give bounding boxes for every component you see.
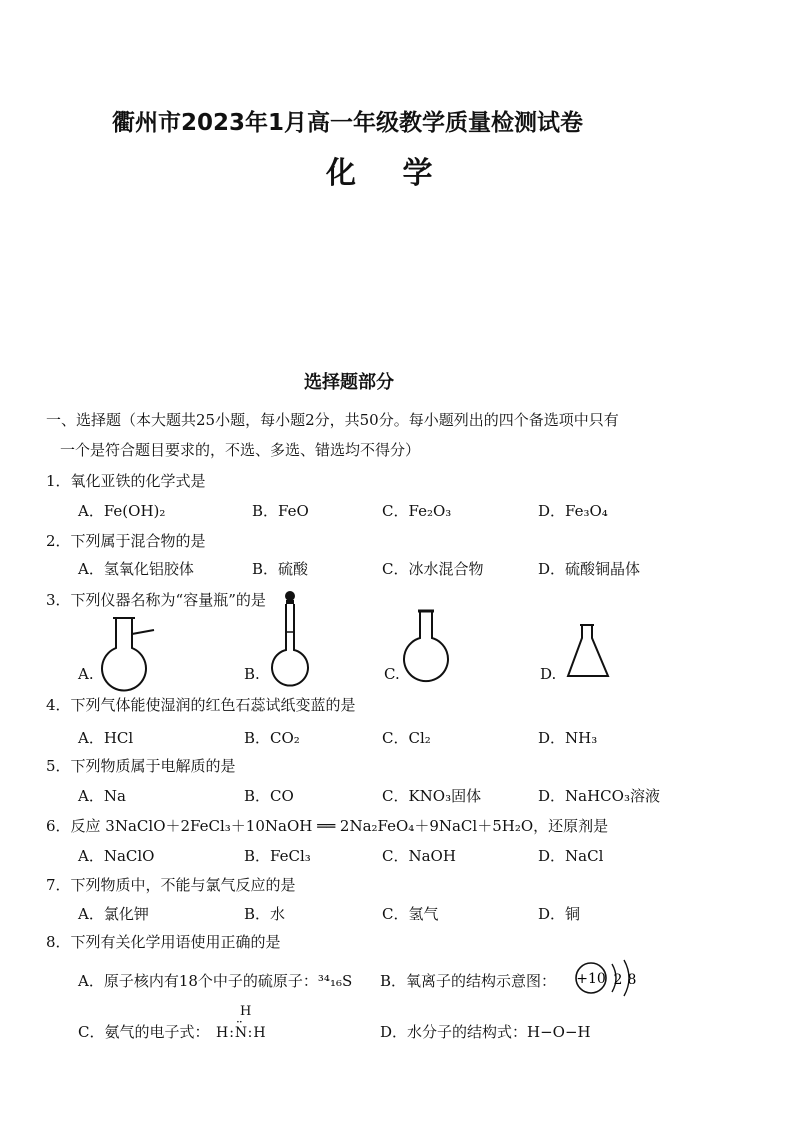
question-1-stem: 1．氧化亚铁的化学式是 [46, 472, 206, 490]
section-instruction-line2: 一个是符合题目要求的，不选、多选、错选均不得分） [60, 441, 421, 459]
q7-option-a: A．氯化钾 [78, 905, 149, 923]
q1-option-b: B．FeO [252, 502, 309, 520]
q5-option-d: D．NaHCO₃溶液 [538, 787, 660, 805]
q2-option-a: A．氢氧化铝胶体 [78, 560, 194, 578]
q1-option-d: D．Fe₃O₄ [538, 502, 608, 520]
question-5-stem: 5．下列物质属于电解质的是 [46, 757, 236, 775]
q5-option-c: C．KNO₃固体 [382, 787, 482, 805]
oxygen-ion-structure-diagram [572, 954, 652, 1002]
q3-option-a: A. [78, 665, 94, 683]
erlenmeyer-flask-icon [564, 622, 614, 682]
q8-option-a: A．原子核内有18个中子的硫原子：³⁴₁₆S [78, 972, 353, 990]
question-4-stem: 4．下列气体能使湿润的红色石蕊试纸变蓝的是 [46, 696, 356, 714]
nh3-electron-formula: H:N:H [216, 1025, 267, 1041]
q4-option-d: D．NH₃ [538, 729, 598, 747]
q4-option-a: A．HCl [78, 729, 134, 747]
q3-option-b: B. [244, 665, 260, 683]
shell-1-electrons: 2 [613, 972, 623, 988]
q6-option-c: C．NaOH [382, 847, 456, 865]
q2-option-c: C．冰水混合物 [382, 560, 484, 578]
nh3-lone-pair: ·· [236, 1015, 242, 1029]
q8-option-d: D．水分子的结构式：H−O−H [380, 1023, 591, 1041]
q7-option-c: C．氢气 [382, 905, 439, 923]
subject-title: 化 学 [326, 156, 451, 191]
q8-option-c: C．氨气的电子式： [78, 1023, 210, 1041]
exam-title: 衢州市2023年1月高一年级教学质量检测试卷 [112, 110, 584, 136]
q7-option-d: D．铜 [538, 905, 581, 923]
q1-option-a: A．Fe(OH)₂ [78, 502, 166, 520]
q7-option-b: B．水 [244, 905, 286, 923]
q6-option-a: A．NaClO [78, 847, 155, 865]
q6-option-d: D．NaCl [538, 847, 604, 865]
q2-option-d: D．硫酸铜晶体 [538, 560, 641, 578]
q1-option-c: C．Fe₂O₃ [382, 502, 452, 520]
section-instruction-line1: 一、选择题（本大题共25小题，每小题2分，共50分。每小题列出的四个备选项中只有 [46, 411, 619, 429]
q8-option-b: B．氧离子的结构示意图： [380, 972, 557, 990]
question-7-stem: 7．下列物质中，不能与氯气反应的是 [46, 876, 296, 894]
q6-option-b: B．FeCl₃ [244, 847, 311, 865]
round-bottom-flask-icon [402, 608, 452, 688]
q4-option-c: C．Cl₂ [382, 729, 431, 747]
section-title: 选择题部分 [304, 372, 394, 393]
q5-option-a: A．Na [78, 787, 126, 805]
volumetric-flask-icon [266, 590, 316, 685]
nh3-top-hydrogen: H [240, 1004, 252, 1019]
q3-option-c: C. [384, 665, 400, 683]
shell-2-electrons: 8 [627, 972, 637, 988]
nucleus-charge: +10 [576, 971, 606, 987]
question-6-stem: 6．反应 3NaClO＋2FeCl₃＋10NaOH ══ 2Na₂FeO₄＋9NaCl＋5H₂O，还原剂是 [46, 817, 609, 835]
q2-option-b: B．硫酸 [252, 560, 309, 578]
distillation-flask-icon [96, 614, 166, 686]
question-3-stem: 3．下列仪器名称为“容量瓶”的是 [46, 591, 266, 609]
question-2-stem: 2．下列属于混合物的是 [46, 532, 206, 550]
q3-option-d: D. [540, 665, 557, 683]
q5-option-b: B．CO [244, 787, 294, 805]
question-8-stem: 8．下列有关化学用语使用正确的是 [46, 933, 281, 951]
q4-option-b: B．CO₂ [244, 729, 300, 747]
